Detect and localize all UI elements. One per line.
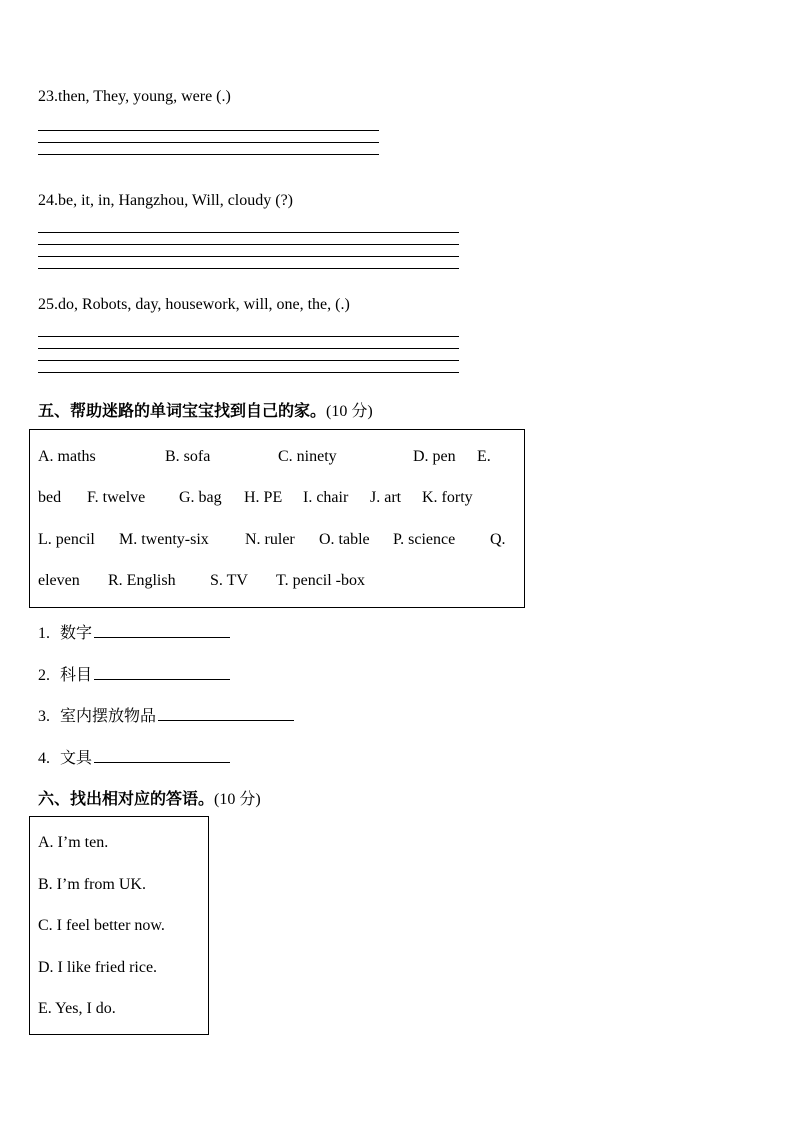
answer-line bbox=[38, 154, 379, 155]
category-indoor-items-blank[interactable] bbox=[158, 704, 294, 721]
word-a: A. maths bbox=[38, 448, 96, 465]
word-n: N. ruler bbox=[245, 531, 295, 548]
word-i: I. chair bbox=[303, 489, 349, 506]
question-25: 25.do, Robots, day, housework, will, one, the, (.) bbox=[38, 296, 350, 313]
question-23: 23.then, They, young, were (.) bbox=[38, 88, 231, 105]
section6-points: (10 分) bbox=[214, 791, 261, 808]
answer-line bbox=[38, 348, 459, 349]
answer-e: E. Yes, I do. bbox=[38, 1000, 116, 1017]
word-j: J. art bbox=[370, 489, 402, 506]
answer-line bbox=[38, 244, 459, 245]
section6-title: 六、找出相对应的答语。 bbox=[38, 789, 215, 808]
answer-line bbox=[38, 130, 379, 131]
answer-line bbox=[38, 232, 459, 233]
section5-points: (10 分) bbox=[326, 403, 373, 420]
answer-line bbox=[38, 336, 459, 337]
word-f: F. twelve bbox=[87, 489, 146, 506]
word-r: R. English bbox=[108, 572, 176, 589]
answer-lines-25[interactable] bbox=[38, 336, 459, 384]
section6-heading bbox=[38, 786, 261, 809]
word-h: H. PE bbox=[244, 489, 283, 506]
word-t: T. pencil -box bbox=[276, 572, 366, 589]
word-e: bed bbox=[38, 489, 62, 506]
word-d: D. pen bbox=[413, 448, 456, 465]
answer-line bbox=[38, 142, 379, 143]
answer-line bbox=[38, 372, 459, 373]
section5-title: 五、帮助迷路的单词宝宝找到自己的家。 bbox=[38, 401, 327, 420]
question-24: 24.be, it, in, Hangzhou, Will, cloudy (?) bbox=[38, 192, 294, 209]
word-q-label: Q. bbox=[490, 531, 506, 548]
word-c: C. ninety bbox=[278, 448, 337, 465]
category-indoor-items: 3. 室内摆放物品 bbox=[38, 703, 294, 726]
answer-c: C. I feel better now. bbox=[38, 917, 165, 934]
answer-a: A. I’m ten. bbox=[38, 834, 109, 851]
category-subjects-blank[interactable] bbox=[94, 663, 230, 680]
word-g: G. bag bbox=[179, 489, 222, 506]
word-k: K. forty bbox=[422, 489, 473, 506]
word-s: S. TV bbox=[210, 572, 248, 589]
answer-line bbox=[38, 268, 459, 269]
answer-lines-23[interactable] bbox=[38, 130, 379, 166]
answer-line bbox=[38, 256, 459, 257]
category-numbers-blank[interactable] bbox=[94, 621, 230, 638]
word-e-label: E. bbox=[477, 448, 491, 465]
answer-line bbox=[38, 360, 459, 361]
word-p: P. science bbox=[393, 531, 456, 548]
section5-heading bbox=[38, 398, 373, 421]
word-bank-box bbox=[29, 429, 525, 608]
category-stationery: 4. 文具 bbox=[38, 745, 230, 768]
word-l: L. pencil bbox=[38, 531, 95, 548]
answer-b: B. I’m from UK. bbox=[38, 876, 146, 893]
word-o: O. table bbox=[319, 531, 370, 548]
category-subjects: 2. 科目 bbox=[38, 662, 230, 685]
word-q: eleven bbox=[38, 572, 80, 589]
word-b: B. sofa bbox=[165, 448, 211, 465]
answer-lines-24[interactable] bbox=[38, 232, 459, 280]
word-m: M. twenty-six bbox=[119, 531, 209, 548]
answer-d: D. I like fried rice. bbox=[38, 959, 158, 976]
category-numbers: 1. 数字 bbox=[38, 620, 230, 643]
category-stationery-blank[interactable] bbox=[94, 746, 230, 763]
